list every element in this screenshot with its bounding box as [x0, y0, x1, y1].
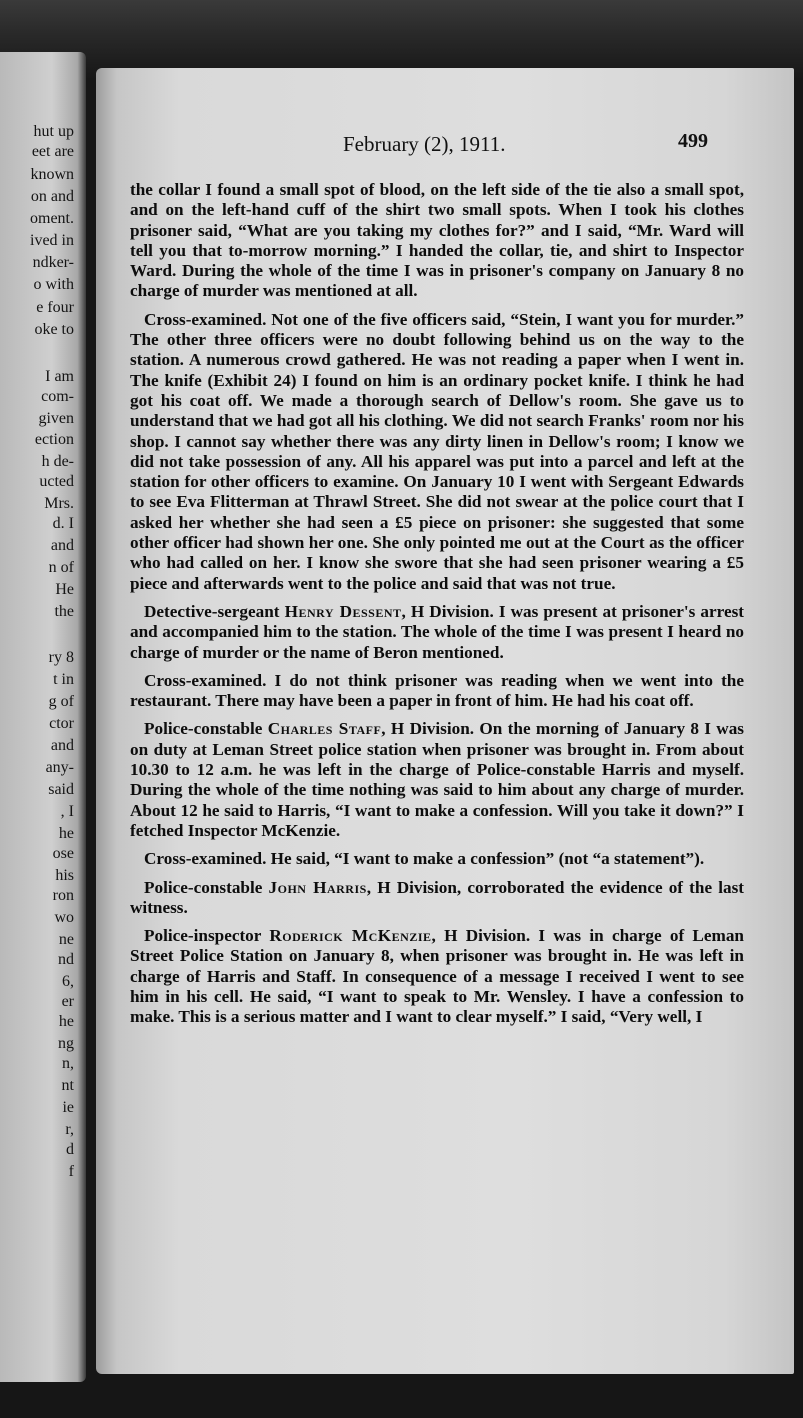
facing-page-fragment: o with [33, 276, 74, 293]
witness-name: Charles Staff [267, 719, 382, 739]
witness-title: Police-constable [144, 719, 268, 739]
testimony-text: , H Division. I was present at prisoner's arrest and accompanied him to the station. The whole of the time I was present I heard no charge of murder or the name of Beron mentioned. [130, 601, 745, 662]
facing-page-fragment: his [55, 867, 74, 884]
paragraph-3 [130, 602, 744, 663]
facing-page-fragment: n, [62, 1055, 74, 1072]
witness-title: Detective-sergeant [144, 601, 285, 621]
facing-page-fragment: ose [52, 845, 74, 862]
facing-page-fragment: the [54, 603, 74, 620]
facing-page-fragment: ndker- [32, 254, 74, 271]
witness-title: Police-inspector [144, 926, 270, 946]
page-number: 499 [678, 130, 708, 152]
paragraph-2: Cross-examined. Not one of the five officers said, “Stein, I want you for murder.” The other three officers were no doubt following behind us on the way to the station. A numerous crowd gathered. He was not reading a paper when I went in. The knife (Exhibit 24) I found on him is an ordinary pocket knife. I think he had got his coat off. We made a thorough search of Dellow's room. She gave us to understand that we had got all his clothing. We did not search Franks' room nor his shop. I cannot say whether there was any dirty linen in Dellow's room; I know we did not take possession of any. All his apparel was put into a parcel and left at the station for other officers to examine. On January 10 I went with Sergeant Edwards to see Eva Flitterman at Thrawl Street. She did not swear at the police court that I asked her whether she had seen a £5 piece on prisoner: she suggested that some other officer had shown her one. She only pointed me out at the Court as the officer who had called on her. I know she swore that she had seen prisoner wearing a £5 piece and afterwards went to the police and said that was not true. [130, 309, 744, 593]
facing-page-fragment: and [50, 737, 74, 754]
facing-page-fragment: ection [34, 431, 74, 448]
facing-page-fragment: ctor [49, 715, 74, 732]
facing-page-fragment: ng [58, 1035, 74, 1052]
facing-page-fragment: given [38, 410, 74, 427]
facing-page-fragment: ron [52, 887, 74, 904]
facing-page-edge [0, 52, 86, 1382]
page-body [130, 180, 744, 1036]
facing-page-fragment: any- [45, 759, 74, 776]
facing-page-fragment: hut up [33, 123, 74, 140]
witness-name: Henry Dessent [284, 601, 402, 621]
facing-page-fragment: oke to [34, 321, 74, 338]
facing-page-fragment: said [48, 781, 74, 798]
facing-page-fragment: , I [60, 803, 74, 820]
facing-page-fragment: d. I [52, 515, 74, 532]
paragraph-7 [130, 878, 744, 919]
facing-page-fragment: on and [30, 188, 74, 205]
facing-page-fragment: e four [36, 299, 74, 316]
facing-page-fragment: he [58, 825, 74, 842]
facing-page-fragment: ry 8 [48, 649, 74, 666]
witness-name: John Harris [268, 877, 367, 897]
facing-page-fragment: He [55, 581, 74, 598]
facing-page-fragment: oment. [30, 210, 74, 227]
facing-page-fragment: g of [48, 693, 74, 710]
facing-page-fragment: I am [45, 368, 74, 385]
facing-page-fragment: and [50, 537, 74, 554]
paragraph-5 [130, 719, 744, 841]
book-page [96, 68, 794, 1374]
facing-page-fragment: d [66, 1141, 74, 1158]
facing-page-fragment: known [30, 166, 74, 183]
facing-page-fragment: ne [58, 931, 74, 948]
facing-page-fragment: nt [61, 1077, 74, 1094]
witness-title: Police-constable [144, 877, 269, 897]
testimony-text: , H Division. I was in charge of Leman Street Police Station on January 8, when prisoner was brought in. He was left in charge of Harris and Staff. In consequence of a message I received I went to see him in his cell. He said, “I want to speak to Mr. Wensley. I have a confession to make. This is a serious matter and I want to clear myself.” I said, “Very well, I [130, 926, 744, 1027]
facing-page-fragment: eet are [31, 143, 74, 160]
paragraph-8 [130, 926, 744, 1027]
facing-page-fragment: n of [48, 559, 74, 576]
facing-page-fragment: er [61, 993, 74, 1010]
testimony-text: , H Division. On the morning of January 8 I was on duty at Leman Street police station when prisoner was brought in. From about 10.30 to 12 a.m. he was left in the charge of Police-constable Harris and myself. During the whole of the time nothing was said to him about any charge of murder. About 12 he said to Harris, “I want to make a confession. Will you take it down?” I fetched Inspector McKenzie. [130, 719, 744, 840]
facing-page-fragment: ucted [39, 473, 74, 490]
facing-page-fragment: ie [62, 1099, 74, 1116]
facing-page-fragment: t in [53, 671, 74, 688]
facing-page-fragment: r, [65, 1121, 74, 1138]
facing-page-fragment: he [58, 1013, 74, 1030]
facing-page-fragment: h de- [41, 453, 74, 470]
facing-page-fragment: Mrs. [44, 495, 74, 512]
running-head: February (2), 1911. [343, 132, 506, 156]
testimony-text: , H Division, corroborated the evidence of the last witness. [130, 877, 745, 917]
paragraph-4: Cross-examined. I do not think prisoner was reading when we went into the restaurant. There may have been a paper in front of him. He had his coat off. [130, 670, 744, 711]
facing-page-fragment: nd [58, 951, 74, 968]
paragraph-6: Cross-examined. He said, “I want to make a confession” (not “a statement”). [144, 849, 705, 869]
paragraph-1: the collar I found a small spot of blood, on the left side of the tie also a small spot, and on the left-hand cuff of the shirt two small spots. When I took his clothes prisoner said, “What are you taking my clothes for?” and I said, “Mr. Ward will tell you that to-morrow morning.” I handed the collar, tie, and shirt to Inspector Ward. During the whole of the time I was in prisoner's company on January 8 no charge of murder was mentioned at all. [130, 180, 744, 301]
facing-page-fragment: ived in [30, 232, 74, 249]
witness-name: Roderick McKenzie [269, 926, 432, 946]
facing-page-fragment: 6, [62, 973, 74, 990]
facing-page-fragment: wo [54, 909, 74, 926]
facing-page-fragment: com- [41, 388, 74, 405]
facing-page-fragment: f [68, 1163, 74, 1180]
